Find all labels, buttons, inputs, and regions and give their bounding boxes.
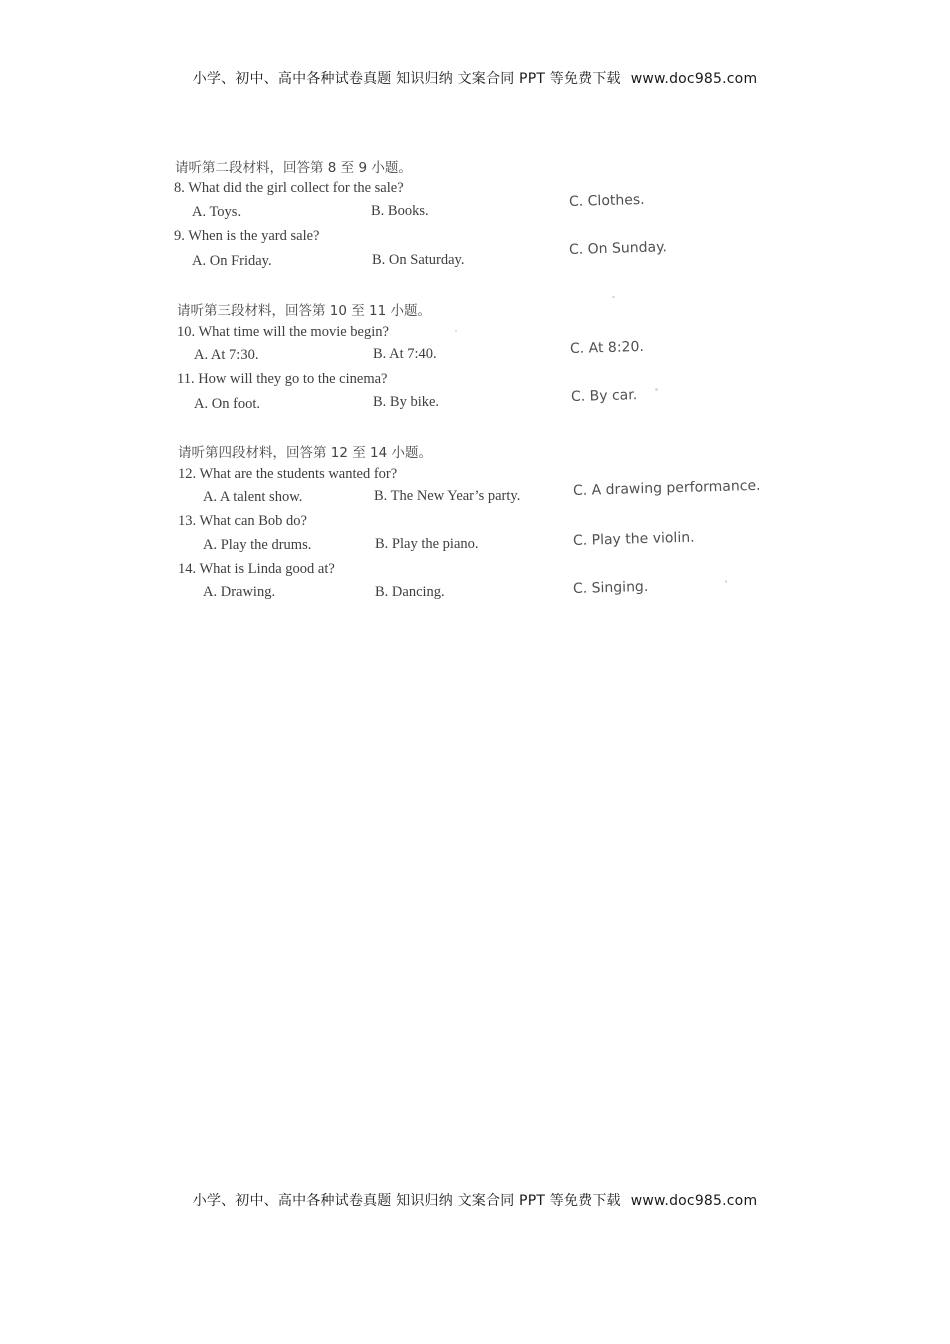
q13-option-c: C. Play the violin.: [572, 529, 695, 549]
q11-option-c: C. By car.: [570, 387, 638, 405]
scan-speck: [655, 388, 658, 391]
q10-option-a: A. At 7:30.: [194, 347, 259, 363]
q12-option-a: A. A talent show.: [203, 489, 303, 505]
q9-option-a: A. On Friday.: [192, 253, 272, 269]
question-13: 13. What can Bob do?: [178, 513, 307, 529]
q11-option-b: B. By bike.: [373, 394, 440, 410]
q14-option-a: A. Drawing.: [203, 584, 276, 600]
question-8: 8. What did the girl collect for the sale?: [174, 180, 404, 196]
q8-option-b: B. Books.: [371, 203, 429, 219]
q11-option-a: A. On foot.: [194, 396, 261, 412]
q10-option-c: C. At 8:20.: [569, 338, 645, 357]
question-11: 11. How will they go to the cinema?: [177, 371, 388, 387]
q13-option-b: B. Play the piano.: [375, 536, 479, 552]
scan-speck: [612, 296, 615, 298]
footer-text: 小学、初中、高中各种试卷真题 知识归纳 文案合同 PPT 等免费下载: [192, 1193, 621, 1209]
section-heading: 请听第三段材料，回答第 10 至 11 小题。: [177, 303, 432, 319]
q14-option-c: C. Singing.: [572, 578, 649, 597]
question-10: 10. What time will the movie begin?: [177, 324, 389, 340]
section-heading: 请听第四段材料，回答第 12 至 14 小题。: [178, 445, 433, 461]
q12-option-c: C. A drawing performance.: [572, 477, 761, 499]
q8-option-a: A. Toys.: [192, 204, 242, 220]
q13-option-a: A. Play the drums.: [203, 537, 312, 553]
q9-option-b: B. On Saturday.: [372, 252, 465, 268]
header-url[interactable]: www.doc985.com: [630, 71, 758, 87]
q12-option-b: B. The New Year’s party.: [374, 488, 521, 504]
section-heading: 请听第二段材料，回答第 8 至 9 小题。: [175, 160, 412, 176]
scan-speck: [725, 580, 727, 583]
question-9: 9. When is the yard sale?: [174, 228, 320, 244]
q8-option-c: C. Clothes.: [568, 191, 645, 210]
header-text: 小学、初中、高中各种试卷真题 知识归纳 文案合同 PPT 等免费下载: [192, 71, 621, 87]
footer-url[interactable]: www.doc985.com: [630, 1193, 758, 1209]
q10-option-b: B. At 7:40.: [373, 346, 437, 362]
q9-option-c: C. On Sunday.: [568, 239, 668, 258]
page-footer: [0, 1190, 950, 1210]
scan-speck: [455, 330, 457, 332]
question-14: 14. What is Linda good at?: [178, 561, 335, 577]
q14-option-b: B. Dancing.: [375, 584, 445, 600]
question-12: 12. What are the students wanted for?: [178, 466, 398, 482]
